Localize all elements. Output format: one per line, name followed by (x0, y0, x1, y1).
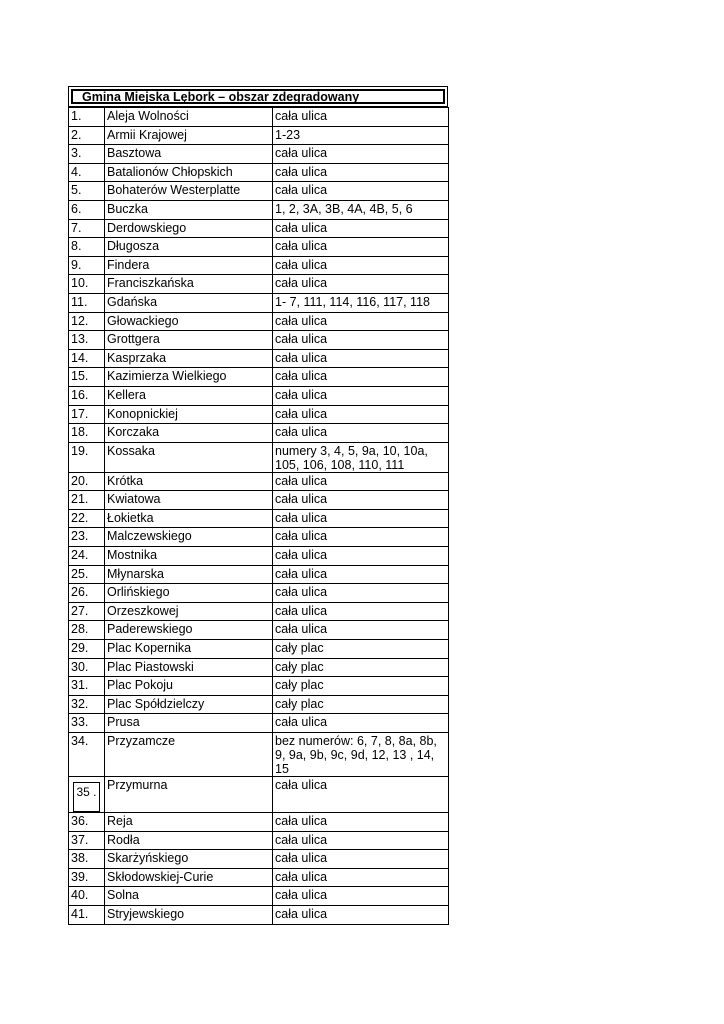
row-number: 41. (69, 905, 105, 924)
row-number: 18. (69, 424, 105, 443)
street-name: Plac Kopernika (105, 640, 273, 659)
street-range: cała ulica (273, 777, 449, 813)
row-number: 30. (69, 658, 105, 677)
table-row (69, 386, 449, 405)
street-name: Przymurna (105, 777, 273, 813)
table-row (69, 621, 449, 640)
table-row (69, 312, 449, 331)
street-range: cała ulica (273, 163, 449, 182)
row-number: 40. (69, 887, 105, 906)
street-range: cała ulica (273, 491, 449, 510)
row-number: 37. (69, 831, 105, 850)
street-name: Franciszkańska (105, 275, 273, 294)
street-range: cała ulica (273, 528, 449, 547)
table-row (69, 368, 449, 387)
table-row (69, 275, 449, 294)
street-range: cała ulica (273, 813, 449, 832)
street-range: 1, 2, 3A, 3B, 4A, 4B, 5, 6 (273, 200, 449, 219)
street-range: 1- 7, 111, 114, 116, 117, 118 (273, 293, 449, 312)
table-row (69, 200, 449, 219)
street-name: Młynarska (105, 565, 273, 584)
street-range: cała ulica (273, 275, 449, 294)
street-range: cała ulica (273, 714, 449, 733)
street-name: Kossaka (105, 442, 273, 472)
row-number: 2. (69, 126, 105, 145)
row-number: 29. (69, 640, 105, 659)
street-name: Przyzamcze (105, 733, 273, 777)
row-number: 28. (69, 621, 105, 640)
street-name: Grottgera (105, 331, 273, 350)
streets-table (68, 107, 449, 925)
table-row (69, 640, 449, 659)
street-name: Plac Piastowski (105, 658, 273, 677)
street-name: Basztowa (105, 145, 273, 164)
row-number: 33. (69, 714, 105, 733)
row-number: 12. (69, 312, 105, 331)
row-number: 31. (69, 677, 105, 696)
street-range: cały plac (273, 695, 449, 714)
street-name: Aleja Wolności (105, 108, 273, 127)
row-number: 27. (69, 602, 105, 621)
table-row (69, 677, 449, 696)
street-name: Solna (105, 887, 273, 906)
row-number (69, 777, 105, 813)
row-number: 1. (69, 108, 105, 127)
row-number: 22. (69, 509, 105, 528)
table-header (68, 86, 448, 107)
row-number: 32. (69, 695, 105, 714)
street-name: Buczka (105, 200, 273, 219)
street-name: Kellera (105, 386, 273, 405)
street-range: cała ulica (273, 331, 449, 350)
street-range: cała ulica (273, 905, 449, 924)
street-name: Reja (105, 813, 273, 832)
street-name: Batalionów Chłopskich (105, 163, 273, 182)
table-row (69, 424, 449, 443)
street-range: cała ulica (273, 219, 449, 238)
street-name: Kwiatowa (105, 491, 273, 510)
row-number: 4. (69, 163, 105, 182)
table-row (69, 584, 449, 603)
street-name: Rodła (105, 831, 273, 850)
table-row (69, 565, 449, 584)
table-row (69, 831, 449, 850)
street-name: Krótka (105, 472, 273, 491)
table-row (69, 509, 449, 528)
row-number: 21. (69, 491, 105, 510)
row-number: 39. (69, 868, 105, 887)
row-number: 15. (69, 368, 105, 387)
table-row (69, 238, 449, 257)
street-range: cała ulica (273, 312, 449, 331)
street-range: cała ulica (273, 108, 449, 127)
row-number: 13. (69, 331, 105, 350)
table-row (69, 528, 449, 547)
street-name: Plac Spółdzielczy (105, 695, 273, 714)
table-row (69, 293, 449, 312)
row-number: 24. (69, 547, 105, 566)
table-row (69, 163, 449, 182)
street-name: Prusa (105, 714, 273, 733)
street-name: Paderewskiego (105, 621, 273, 640)
street-name: Stryjewskiego (105, 905, 273, 924)
table-row (69, 108, 449, 127)
table-row (69, 695, 449, 714)
table-row (69, 256, 449, 275)
street-name: Korczaka (105, 424, 273, 443)
street-name: Bohaterów Westerplatte (105, 182, 273, 201)
street-range: cała ulica (273, 547, 449, 566)
street-name: Kazimierza Wielkiego (105, 368, 273, 387)
row-number: 23. (69, 528, 105, 547)
row-number: 14. (69, 349, 105, 368)
street-range: numery 3, 4, 5, 9a, 10, 10a, 105, 106, 108, 110, 111 (273, 442, 449, 472)
table-title: Gmina Miejska Lębork – obszar zdegradowany (71, 89, 445, 104)
table-row (69, 547, 449, 566)
row-number: 3. (69, 145, 105, 164)
street-name: Plac Pokoju (105, 677, 273, 696)
table-row (69, 850, 449, 869)
street-range: cała ulica (273, 182, 449, 201)
table-row (69, 182, 449, 201)
row-number: 19. (69, 442, 105, 472)
table-row (69, 658, 449, 677)
street-range: bez numerów: 6, 7, 8, 8a, 8b, 9, 9a, 9b, 9c, 9d, 12, 13 , 14, 15 (273, 733, 449, 777)
street-name: Findera (105, 256, 273, 275)
row-number-box: 35 . (73, 782, 100, 812)
row-number: 6. (69, 200, 105, 219)
table-row (69, 405, 449, 424)
street-range: cała ulica (273, 887, 449, 906)
row-number: 17. (69, 405, 105, 424)
street-name: Łokietka (105, 509, 273, 528)
row-number: 8. (69, 238, 105, 257)
row-number: 26. (69, 584, 105, 603)
street-name: Skłodowskiej-Curie (105, 868, 273, 887)
street-range: cała ulica (273, 602, 449, 621)
row-number: 20. (69, 472, 105, 491)
street-name: Derdowskiego (105, 219, 273, 238)
street-range: cała ulica (273, 368, 449, 387)
street-range: cała ulica (273, 349, 449, 368)
row-number: 7. (69, 219, 105, 238)
table-row (69, 905, 449, 924)
street-name: Armii Krajowej (105, 126, 273, 145)
table-row (69, 777, 449, 813)
table-row (69, 813, 449, 832)
street-name: Długosza (105, 238, 273, 257)
table-row (69, 126, 449, 145)
table-row (69, 887, 449, 906)
table-row (69, 472, 449, 491)
street-name: Kasprzaka (105, 349, 273, 368)
row-number: 9. (69, 256, 105, 275)
table-row (69, 145, 449, 164)
street-range: cała ulica (273, 831, 449, 850)
street-name: Konopnickiej (105, 405, 273, 424)
street-range: cały plac (273, 640, 449, 659)
table-row (69, 349, 449, 368)
street-name: Skarżyńskiego (105, 850, 273, 869)
document-table-wrapper (68, 86, 448, 925)
streets-table-body (69, 108, 449, 925)
street-range: cała ulica (273, 145, 449, 164)
street-name: Głowackiego (105, 312, 273, 331)
table-row (69, 714, 449, 733)
row-number: 10. (69, 275, 105, 294)
street-name: Orzeszkowej (105, 602, 273, 621)
table-row (69, 602, 449, 621)
street-range: cała ulica (273, 386, 449, 405)
street-range: cała ulica (273, 472, 449, 491)
street-range: cała ulica (273, 256, 449, 275)
street-range: cała ulica (273, 868, 449, 887)
street-name: Mostnika (105, 547, 273, 566)
street-range: cała ulica (273, 621, 449, 640)
street-range: cała ulica (273, 584, 449, 603)
row-number: 25. (69, 565, 105, 584)
row-number: 16. (69, 386, 105, 405)
street-name: Malczewskiego (105, 528, 273, 547)
street-range: cała ulica (273, 238, 449, 257)
row-number: 38. (69, 850, 105, 869)
street-range: cały plac (273, 677, 449, 696)
row-number: 34. (69, 733, 105, 777)
table-row (69, 442, 449, 472)
street-range: cała ulica (273, 424, 449, 443)
table-row (69, 733, 449, 777)
street-name: Orlińskiego (105, 584, 273, 603)
street-range: cała ulica (273, 565, 449, 584)
row-number: 5. (69, 182, 105, 201)
street-range: cała ulica (273, 509, 449, 528)
row-number: 11. (69, 293, 105, 312)
street-range: cały plac (273, 658, 449, 677)
table-row (69, 219, 449, 238)
row-number: 36. (69, 813, 105, 832)
table-row (69, 491, 449, 510)
table-row (69, 331, 449, 350)
street-range: 1-23 (273, 126, 449, 145)
street-range: cała ulica (273, 405, 449, 424)
table-row (69, 868, 449, 887)
street-range: cała ulica (273, 850, 449, 869)
street-name: Gdańska (105, 293, 273, 312)
